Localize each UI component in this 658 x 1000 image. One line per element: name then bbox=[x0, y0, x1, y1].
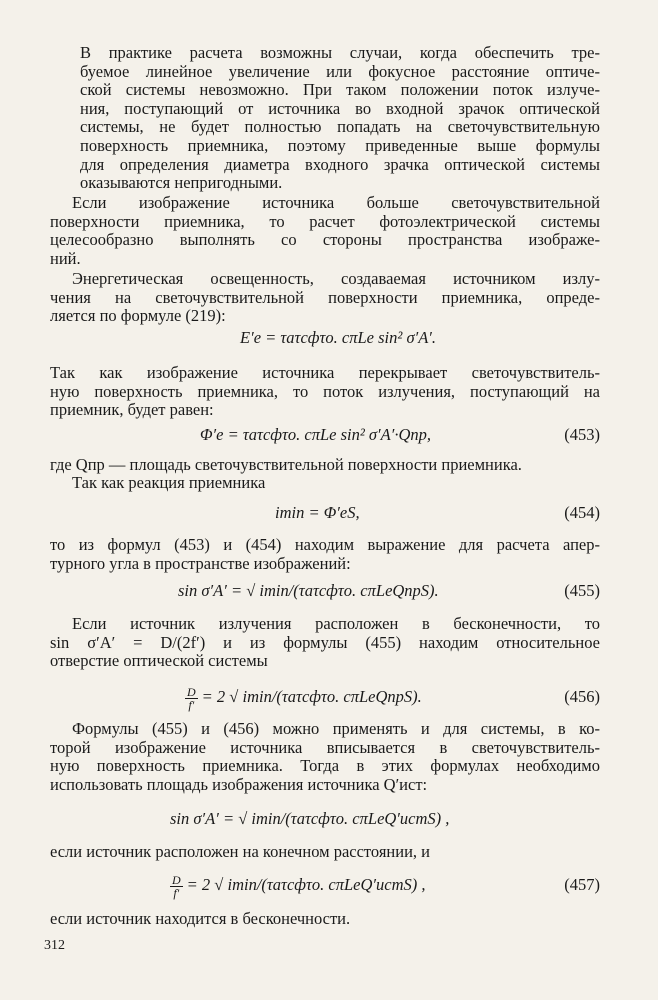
formula-456 bbox=[50, 683, 600, 711]
paragraph-irradiance bbox=[50, 270, 600, 326]
text-line: если источник расположен на конечном расстоянии, и bbox=[50, 842, 430, 861]
formula-455-number: (455) bbox=[564, 581, 600, 600]
fraction-denominator: f′ bbox=[188, 697, 195, 712]
text-line: чения на светочувствительной поверхности приемника, опреде- bbox=[50, 287, 600, 307]
text-line: ную поверхность приемника, то поток излучения, поступающий на bbox=[50, 381, 600, 401]
formula-457-expression bbox=[170, 871, 426, 899]
fraction-numerator: D bbox=[187, 684, 196, 699]
formula-454 bbox=[50, 502, 600, 524]
text-line: ской системы невозможно. При таком положении поток излуче- bbox=[80, 80, 600, 100]
paragraph-flux bbox=[50, 364, 600, 420]
formula-453 bbox=[50, 424, 600, 446]
text-line: целесообразно выполнять со стороны пространства изображе- bbox=[50, 230, 600, 250]
text-line: то из формул (453) и (454) находим выражение для расчета апер- bbox=[50, 535, 600, 554]
page-number: 312 bbox=[44, 938, 65, 953]
text-line: Так как изображение источника перекрывает светочувствитель- bbox=[50, 363, 600, 382]
formula-457-fraction bbox=[170, 874, 183, 899]
text-line: ляется по формуле (219): bbox=[50, 306, 226, 326]
text-line: если источник находится в бесконечности. bbox=[50, 909, 351, 928]
fraction-numerator: D bbox=[172, 872, 181, 887]
fraction-denominator: f′ bbox=[173, 885, 180, 900]
paragraph-formulas-usage bbox=[50, 720, 600, 794]
text-line: для определения диаметра входного зрачка оптической системы bbox=[80, 154, 600, 174]
formula-455-expression: sin σ′A′ = √ imin/(τaτcфτo. cπLeQпрS). bbox=[178, 581, 439, 600]
formula-finite-distance bbox=[50, 808, 600, 830]
paragraph-image-larger bbox=[50, 194, 600, 268]
text-line: Если изображение источника больше светочувствительной bbox=[72, 193, 600, 212]
formula-456-body: = 2 √ imin/(τaτcфτo. cπLeQпрS). bbox=[201, 687, 422, 706]
formula-219 bbox=[50, 327, 600, 349]
text-line: отверстие оптической системы bbox=[50, 651, 268, 671]
formula-457-body: = 2 √ imin/(τaτcфτo. cπLeQ′истS) , bbox=[186, 875, 426, 894]
paragraph-practice-cases bbox=[50, 44, 600, 193]
paragraph-at-infinity bbox=[50, 910, 600, 929]
text-line: поверхность приемника, поэтому приведенные выше формулы bbox=[80, 135, 600, 155]
paragraph-finite-distance bbox=[50, 843, 600, 862]
text-line: ную поверхность приемника. Тогда в этих формулах необходимо bbox=[50, 756, 600, 776]
paragraph-reaction bbox=[50, 474, 600, 493]
formula-453-number: (453) bbox=[564, 425, 600, 444]
formula-453-expression: Φ′e = τaτcфτo. cπLe sin² σ′A′·Qпр, bbox=[200, 425, 432, 444]
formula-456-expression bbox=[185, 683, 422, 711]
text-line: Так как реакция приемника bbox=[72, 473, 266, 492]
text-line: торой изображение источника вписывается в светочувствитель- bbox=[50, 737, 600, 757]
text-line: буемое линейное увеличение или фокусное расстояние оптиче- bbox=[80, 61, 600, 81]
text-line: ний. bbox=[50, 248, 81, 268]
text-line: системы, не будет полностью попадать на светочувствительную bbox=[80, 117, 600, 137]
formula-455 bbox=[50, 580, 600, 602]
paragraph-where-qpr bbox=[50, 456, 600, 475]
formula-219-expression: E′e = τaτcфτo. cπLe sin² σ′A′. bbox=[240, 328, 437, 347]
formula-454-expression: imin = Φ′eS, bbox=[275, 503, 360, 522]
text-line: оказываются непригодными. bbox=[80, 173, 283, 193]
formula-456-fraction bbox=[185, 686, 198, 711]
formula-457 bbox=[50, 871, 600, 899]
text-line: Энергетическая освещенность, создаваемая источником излу- bbox=[72, 269, 600, 288]
text-line: sin σ′A′ = D/(2f′) и из формулы (455) находим относительное bbox=[50, 632, 600, 652]
text-line: Если источник излучения расположен в бесконечности, то bbox=[72, 614, 600, 633]
text-line: Формулы (455) и (456) можно применять и для системы, в ко- bbox=[72, 719, 600, 738]
text-line: В практике расчета возможны случаи, когда обеспечить тре- bbox=[80, 43, 600, 62]
text-line: поверхности приемника, то расчет фотоэлектрической системы bbox=[50, 211, 600, 231]
formula-456-number: (456) bbox=[564, 687, 600, 706]
formula-457-number: (457) bbox=[564, 875, 600, 894]
paragraph-infinity bbox=[50, 615, 600, 671]
text-line: ния, поступающий от источника во входной зрачок оптической bbox=[80, 98, 600, 118]
formula-454-number: (454) bbox=[564, 503, 600, 522]
formula-finite-expression: sin σ′A′ = √ imin/(τaτcфτo. cπLeQ′истS) , bbox=[170, 809, 450, 828]
text-line: где Qпр — площадь светочувствительной поверхности приемника. bbox=[50, 455, 522, 474]
paragraph-aperture bbox=[50, 536, 600, 573]
text-line: приемник, будет равен: bbox=[50, 400, 214, 420]
text-line: использовать площадь изображения источника Q′ист: bbox=[50, 774, 428, 794]
text-line: турного угла в пространстве изображений: bbox=[50, 553, 351, 573]
